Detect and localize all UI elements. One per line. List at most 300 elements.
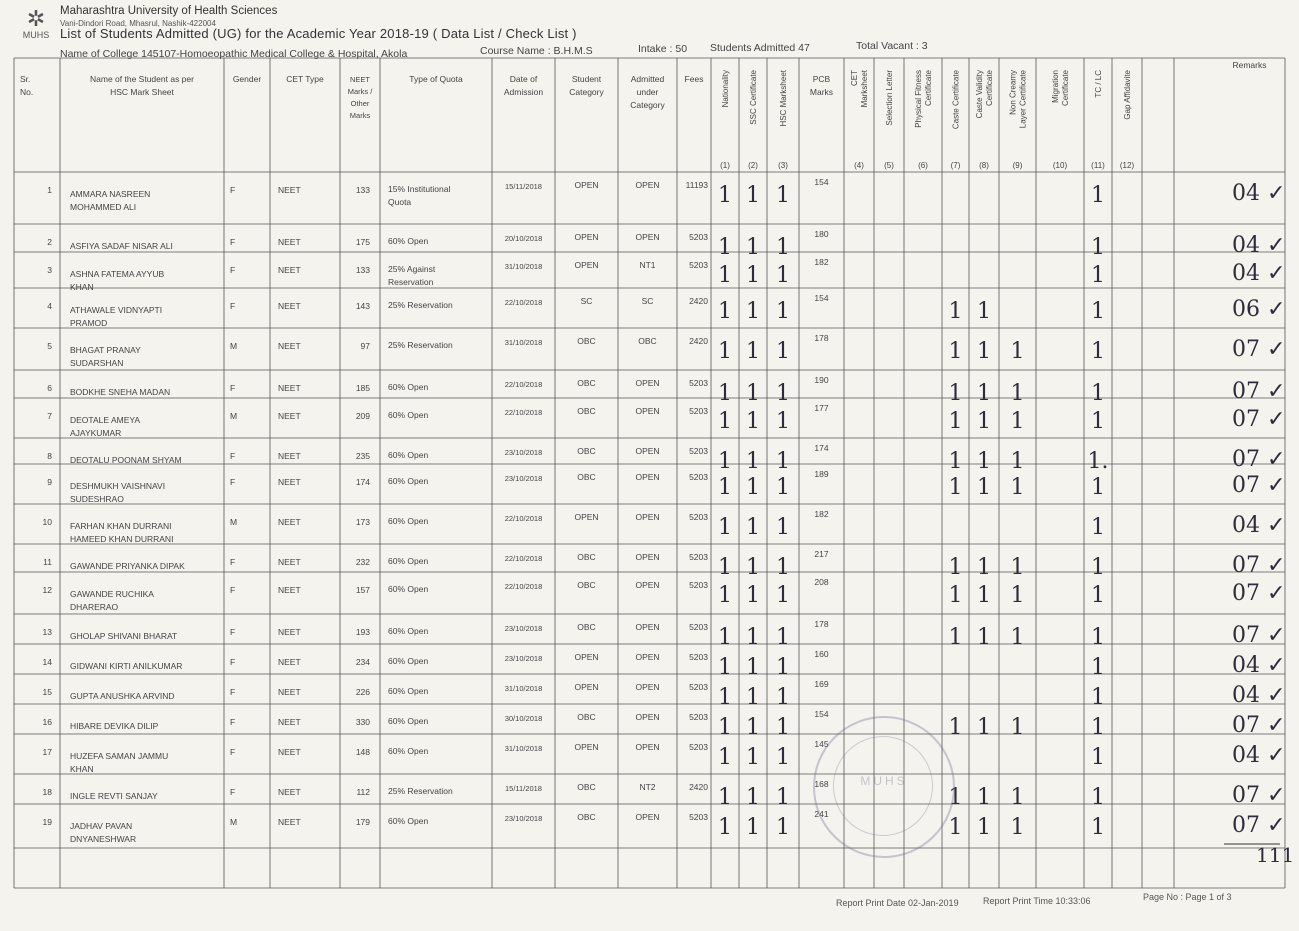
- row-pcb-marks: 208: [814, 577, 829, 587]
- header-column-number: (2): [748, 161, 758, 170]
- student-name: GAWANDE RUCHIKA: [70, 589, 154, 599]
- row-check-mark: 1: [746, 299, 760, 324]
- row-neet-marks: 185: [355, 383, 370, 393]
- row-check-mark: 1: [977, 339, 991, 364]
- header-date-admission: Admission: [503, 87, 544, 97]
- student-name: AJAYKUMAR: [70, 428, 122, 438]
- university-seal-stamp: [813, 716, 955, 858]
- row-remark-handwritten: 04 ✓: [1232, 513, 1286, 538]
- row-quota: 60% Open: [388, 236, 429, 246]
- row-quota: 60% Open: [388, 656, 429, 666]
- row-check-mark: 1: [1091, 583, 1105, 608]
- header-remarks: Remarks: [1232, 60, 1267, 70]
- row-neet-marks: 235: [355, 451, 370, 461]
- university-address: Vani-Dindori Road, Mhasrul, Nashik-422004: [60, 19, 216, 28]
- row-remark-handwritten: 04 ✓: [1232, 683, 1286, 708]
- row-remark-handwritten: 07 ✓: [1232, 473, 1286, 498]
- row-admission-date: 22/10/2018: [504, 554, 543, 563]
- row-remark-handwritten: 04 ✓: [1232, 743, 1286, 768]
- row-fees: 5203: [689, 742, 708, 752]
- row-check-mark: 1: [718, 715, 732, 740]
- row-pcb-marks: 154: [814, 177, 829, 187]
- row-check-mark: 1: [977, 583, 991, 608]
- row-remark-handwritten: 04 ✓: [1232, 653, 1286, 678]
- row-admitted-category: OPEN: [635, 682, 660, 692]
- row-admitted-category: SC: [641, 296, 654, 306]
- row-check-mark: 1: [1091, 235, 1105, 260]
- row-fees: 5203: [689, 682, 708, 692]
- row-remark-handwritten: 07 ✓: [1232, 337, 1286, 362]
- row-sr-no: 19: [42, 817, 52, 827]
- row-check-mark: 1: [1091, 409, 1105, 434]
- header-student-category: Category: [569, 87, 604, 97]
- row-cet-type: NEET: [278, 517, 301, 527]
- row-cet-type: NEET: [278, 477, 301, 487]
- row-sr-no: 3: [47, 265, 52, 275]
- row-neet-marks: 226: [355, 687, 370, 697]
- row-check-mark: 1: [718, 515, 732, 540]
- student-name: GAWANDE PRIYANKA DIPAK: [70, 561, 185, 571]
- row-student-category: OBC: [577, 336, 596, 346]
- header-gender: Gender: [232, 74, 262, 84]
- row-check-mark: 1: [776, 449, 790, 474]
- row-neet-marks: 232: [355, 557, 370, 567]
- row-sr-no: 18: [42, 787, 52, 797]
- row-check-mark: 1: [1091, 625, 1105, 650]
- row-check-mark: 1: [1091, 299, 1105, 324]
- row-gender: F: [230, 301, 236, 311]
- row-check-mark: 1: [776, 515, 790, 540]
- header-neet-marks: NEET: [349, 75, 371, 84]
- row-remark-handwritten: 07 ✓: [1232, 783, 1286, 808]
- row-quota: 60% Open: [388, 626, 429, 636]
- header-column-number: (10): [1052, 161, 1068, 170]
- row-fees: 5203: [689, 472, 708, 482]
- row-neet-marks: 133: [355, 185, 370, 195]
- header-date-admission: Date of: [509, 74, 538, 84]
- row-gender: F: [230, 687, 236, 697]
- row-check-mark: 1: [718, 655, 732, 680]
- row-gender: F: [230, 265, 236, 275]
- row-cet-type: NEET: [278, 747, 301, 757]
- student-name: INGLE REVTI SANJAY: [70, 791, 158, 801]
- row-check-mark: 1: [718, 299, 732, 324]
- row-admitted-category: OPEN: [635, 742, 660, 752]
- row-cet-type: NEET: [278, 383, 301, 393]
- student-name: KHAN: [70, 282, 94, 292]
- row-remark-handwritten: 07 ✓: [1232, 407, 1286, 432]
- row-check-mark: 1: [948, 449, 963, 474]
- row-admission-date: 15/11/2018: [505, 182, 542, 191]
- row-quota: 25% Reservation: [388, 340, 453, 350]
- header-caste-validity: Caste Validity: [975, 70, 984, 119]
- row-sr-no: 8: [47, 451, 52, 461]
- row-admission-date: 22/10/2018: [504, 514, 543, 523]
- row-student-category: OBC: [577, 552, 596, 562]
- header-student-category: Student: [571, 74, 602, 84]
- row-admission-date: 22/10/2018: [504, 408, 543, 417]
- header-column-number: (3): [778, 161, 788, 170]
- row-check-mark: 1: [718, 583, 732, 608]
- row-check-mark: 1: [1091, 685, 1105, 710]
- row-admitted-category: OPEN: [635, 232, 660, 242]
- header-ssc-certificate: SSC Certificate: [749, 70, 758, 125]
- row-check-mark: 1: [776, 263, 790, 288]
- row-check-mark: 1: [746, 625, 760, 650]
- row-gender: M: [230, 411, 238, 421]
- row-sr-no: 16: [42, 717, 52, 727]
- header-selection-letter: Selection Letter: [885, 70, 894, 126]
- row-gender: F: [230, 717, 236, 727]
- row-check-mark: 1: [776, 625, 790, 650]
- row-gender: M: [230, 341, 238, 351]
- row-gender: F: [230, 787, 236, 797]
- row-admission-date: 31/10/2018: [504, 744, 543, 753]
- row-admission-date: 23/10/2018: [504, 448, 543, 457]
- table-row: [43, 779, 1286, 810]
- header-certificate: Certificate: [985, 70, 994, 107]
- row-cet-type: NEET: [278, 341, 301, 351]
- row-check-mark: 1: [948, 299, 963, 324]
- row-check-mark: 1: [746, 715, 760, 740]
- row-quota: 60% Open: [388, 686, 429, 696]
- student-name: ASHNA FATEMA AYYUB: [70, 269, 165, 279]
- row-gender: F: [230, 747, 236, 757]
- table-row: [47, 293, 1285, 328]
- row-admitted-category: OPEN: [635, 512, 660, 522]
- row-pcb-marks: 217: [814, 549, 829, 559]
- row-pcb-marks: 177: [814, 403, 829, 413]
- table-row: [43, 509, 1286, 544]
- row-check-mark: 1: [776, 183, 790, 208]
- header-non-creamy: Non Creamy: [1008, 70, 1018, 115]
- row-check-mark: 1: [776, 583, 790, 608]
- row-check-mark: 1: [1091, 785, 1105, 810]
- row-admission-date: 31/10/2018: [504, 684, 543, 693]
- stamp-text: MUHS: [860, 774, 908, 788]
- row-check-mark: 1: [776, 475, 790, 500]
- row-neet-marks: 193: [355, 627, 370, 637]
- row-neet-marks: 143: [355, 301, 370, 311]
- row-remark-handwritten: 07 ✓: [1232, 713, 1286, 738]
- row-student-category: OBC: [577, 472, 596, 482]
- row-check-mark: 1: [948, 785, 963, 810]
- row-check-mark: 1: [948, 815, 963, 840]
- row-check-mark: 1: [1091, 381, 1105, 406]
- row-check-mark: 1: [776, 235, 790, 260]
- header-admitted-category: Category: [630, 100, 665, 110]
- table-row: [43, 577, 1286, 612]
- row-admission-date: 22/10/2018: [504, 380, 543, 389]
- row-check-mark: 1: [948, 625, 963, 650]
- row-check-mark: 1: [977, 409, 991, 434]
- row-sr-no: 2: [47, 237, 52, 247]
- row-remark-handwritten: 07 ✓: [1232, 379, 1286, 404]
- row-pcb-marks: 154: [814, 293, 829, 303]
- student-name: FARHAN KHAN DURRANI: [70, 521, 172, 531]
- row-quota: Reservation: [388, 277, 434, 287]
- row-check-mark: 1: [718, 235, 732, 260]
- row-gender: F: [230, 585, 236, 595]
- row-check-mark: 1: [1010, 583, 1025, 608]
- row-admission-date: 30/10/2018: [504, 714, 543, 723]
- row-pcb-marks: 154: [814, 709, 829, 719]
- header-column-number: (11): [1091, 161, 1105, 170]
- row-student-category: OPEN: [574, 232, 599, 242]
- row-neet-marks: 148: [355, 747, 370, 757]
- student-name: SUDESHRAO: [70, 494, 124, 504]
- row-check-mark: 1: [1091, 815, 1105, 840]
- header-neet-marks: Other: [350, 99, 370, 108]
- row-remark-handwritten: 07 ✓: [1232, 623, 1286, 648]
- row-check-mark: 1: [1010, 625, 1025, 650]
- row-pcb-marks: 169: [814, 679, 829, 689]
- row-check-mark: 1: [746, 583, 760, 608]
- row-fees: 5203: [689, 446, 708, 456]
- row-sr-no: 1: [47, 185, 52, 195]
- row-check-mark: 1: [948, 475, 963, 500]
- row-sr-no: 10: [42, 517, 52, 527]
- student-name: GIDWANI KIRTI ANILKUMAR: [70, 661, 183, 671]
- row-cet-type: NEET: [278, 717, 301, 727]
- row-quota: 60% Open: [388, 450, 429, 460]
- row-quota: 15% Institutional: [388, 184, 451, 194]
- row-check-mark: 1: [977, 381, 991, 406]
- row-check-mark: 1: [776, 299, 790, 324]
- row-check-mark: 1: [977, 785, 991, 810]
- row-fees: 5203: [689, 260, 708, 270]
- student-name: DNYANESHWAR: [70, 834, 137, 844]
- row-fees: 5203: [689, 406, 708, 416]
- row-pcb-marks: 174: [814, 443, 829, 453]
- table-row: [43, 709, 1286, 740]
- row-check-mark: 1.: [1087, 449, 1109, 474]
- row-admission-date: 15/11/2018: [505, 784, 542, 793]
- row-admission-date: 23/10/2018: [504, 474, 543, 483]
- header-pcb-marks: PCB: [812, 74, 831, 84]
- report-print-time: Report Print Time 10:33:06: [983, 896, 1091, 906]
- row-sr-no: 15: [42, 687, 52, 697]
- row-pcb-marks: 182: [814, 509, 829, 519]
- row-cet-type: NEET: [278, 301, 301, 311]
- row-student-category: OPEN: [574, 742, 599, 752]
- table-row: [43, 649, 1286, 680]
- row-admission-date: 22/10/2018: [504, 582, 543, 591]
- row-student-category: OBC: [577, 446, 596, 456]
- header-column-number: (1): [720, 161, 730, 170]
- row-remark-handwritten: 04 ✓: [1232, 233, 1286, 258]
- row-sr-no: 14: [42, 657, 52, 667]
- student-name: HAMEED KHAN DURRANI: [70, 534, 174, 544]
- row-student-category: OBC: [577, 406, 596, 416]
- row-sr-no: 17: [42, 747, 52, 757]
- student-name: DHARERAO: [70, 602, 119, 612]
- student-name: KHAN: [70, 764, 94, 774]
- row-fees: 5203: [689, 812, 708, 822]
- row-student-category: OPEN: [574, 682, 599, 692]
- row-quota: 60% Open: [388, 382, 429, 392]
- table-row: [43, 549, 1285, 580]
- row-student-category: OBC: [577, 378, 596, 388]
- header-sr: No.: [20, 87, 34, 97]
- row-fees: 5203: [689, 512, 708, 522]
- row-check-mark: 1: [1010, 409, 1025, 434]
- row-student-category: OBC: [577, 580, 596, 590]
- intake-count: Intake : 50: [638, 43, 688, 55]
- row-fees: 2420: [689, 336, 708, 346]
- row-check-mark: 1: [776, 409, 790, 434]
- row-admission-date: 23/10/2018: [504, 654, 543, 663]
- row-check-mark: 1: [718, 685, 732, 710]
- row-quota: 60% Open: [388, 746, 429, 756]
- table-row: [47, 229, 1285, 260]
- row-check-mark: 1: [1091, 263, 1105, 288]
- row-neet-marks: 179: [355, 817, 370, 827]
- row-check-mark: 1: [746, 183, 760, 208]
- row-gender: F: [230, 383, 236, 393]
- row-gender: F: [230, 237, 236, 247]
- row-check-mark: 1: [948, 555, 963, 580]
- row-neet-marks: 175: [355, 237, 370, 247]
- row-check-mark: 1: [1010, 339, 1025, 364]
- row-check-mark: 1: [746, 409, 760, 434]
- row-admitted-category: OPEN: [635, 378, 660, 388]
- row-cet-type: NEET: [278, 585, 301, 595]
- row-cet-type: NEET: [278, 787, 301, 797]
- header-tc-lc: TC / LC: [1094, 70, 1103, 98]
- header-marksheet: Marksheet: [860, 70, 869, 108]
- row-gender: F: [230, 657, 236, 667]
- row-student-category: OPEN: [574, 652, 599, 662]
- row-check-mark: 1: [776, 685, 790, 710]
- page-number: Page No : Page 1 of 3: [1143, 892, 1232, 902]
- row-check-mark: 1: [948, 583, 963, 608]
- logo-text: MUHS: [22, 30, 50, 40]
- row-neet-marks: 209: [355, 411, 370, 421]
- row-remark-handwritten: 07 ✓: [1232, 553, 1286, 578]
- row-admission-date: 20/10/2018: [504, 234, 543, 243]
- table-row: [47, 403, 1285, 438]
- row-check-mark: 1: [746, 263, 760, 288]
- row-admission-date: 31/10/2018: [504, 338, 543, 347]
- row-admitted-category: OPEN: [635, 812, 660, 822]
- header-column-number: (9): [1012, 161, 1023, 170]
- row-check-mark: 1: [1091, 745, 1105, 770]
- row-admitted-category: OPEN: [635, 552, 660, 562]
- row-sr-no: 7: [47, 411, 52, 421]
- row-check-mark: 1: [776, 785, 790, 810]
- row-check-mark: 1: [977, 625, 991, 650]
- row-gender: M: [230, 817, 238, 827]
- row-admitted-category: OPEN: [635, 406, 660, 416]
- row-remark-handwritten: 04 ✓: [1232, 261, 1286, 286]
- student-name: DEOTALE AMEYA: [70, 415, 141, 425]
- row-pcb-marks: 182: [814, 257, 829, 267]
- row-check-mark: 1: [718, 339, 732, 364]
- header-admitted-category: Admitted: [630, 74, 665, 84]
- row-sr-no: 11: [43, 557, 52, 567]
- row-admitted-category: OPEN: [635, 472, 660, 482]
- row-neet-marks: 234: [355, 657, 370, 667]
- row-check-mark: 1: [718, 815, 732, 840]
- row-cet-type: NEET: [278, 687, 301, 697]
- row-admitted-category: OPEN: [635, 712, 660, 722]
- row-neet-marks: 173: [355, 517, 370, 527]
- row-admission-date: 31/10/2018: [504, 262, 543, 271]
- row-quota: 60% Open: [388, 476, 429, 486]
- header-column-number: (8): [979, 161, 989, 170]
- logo-emblem-icon: ✲: [26, 6, 46, 31]
- row-check-mark: 1: [718, 745, 732, 770]
- table-row: [47, 177, 1285, 212]
- student-name: BHAGAT PRANAY: [70, 345, 141, 355]
- row-gender: M: [230, 517, 238, 527]
- row-sr-no: 5: [47, 341, 52, 351]
- row-fees: 5203: [689, 622, 708, 632]
- row-check-mark: 1: [1010, 785, 1025, 810]
- row-check-mark: 1: [1010, 555, 1025, 580]
- row-sr-no: 4: [47, 301, 52, 311]
- row-pcb-marks: 241: [814, 809, 829, 819]
- college-name: Name of College 145107-Homoeopathic Medical College & Hospital, Akola: [60, 48, 408, 60]
- university-name: Maharashtra University of Health Sciences: [60, 5, 278, 17]
- header-hsc-marksheet: HSC Marksheet: [779, 70, 788, 127]
- row-admitted-category: NT1: [639, 260, 656, 270]
- row-check-mark: 1: [977, 449, 991, 474]
- header-column-number: (6): [918, 161, 928, 170]
- student-name: ASFIYA SADAF NISAR ALI: [70, 241, 173, 251]
- row-check-mark: 1: [1010, 381, 1025, 406]
- header-certificate: Certificate: [924, 70, 933, 107]
- row-student-category: OBC: [577, 812, 596, 822]
- report-print-date: Report Print Date 02-Jan-2019: [836, 898, 959, 908]
- university-logo: [18, 8, 54, 48]
- row-check-mark: 1: [776, 555, 790, 580]
- row-cet-type: NEET: [278, 237, 301, 247]
- row-check-mark: 1: [948, 409, 963, 434]
- header-name: Name of the Student as per: [90, 74, 194, 84]
- row-sr-no: 6: [47, 383, 52, 393]
- row-check-mark: 1: [1091, 183, 1105, 208]
- row-check-mark: 1: [746, 381, 760, 406]
- header-column-number: (4): [854, 161, 864, 170]
- row-check-mark: 1: [718, 785, 732, 810]
- row-admitted-category: OPEN: [635, 580, 660, 590]
- row-check-mark: 1: [1091, 655, 1105, 680]
- row-check-mark: 1: [1091, 339, 1105, 364]
- student-name: BODKHE SNEHA MADAN: [70, 387, 171, 397]
- row-neet-marks: 133: [355, 265, 370, 275]
- list-title: List of Students Admitted (UG) for the Academic Year 2018-19 ( Data List / Check List ): [60, 26, 577, 41]
- row-quota: Quota: [388, 197, 412, 207]
- row-check-mark: 1: [977, 815, 991, 840]
- header-neet-marks: Marks: [349, 111, 371, 120]
- row-check-mark: 1: [1091, 555, 1105, 580]
- row-check-mark: 1: [718, 381, 732, 406]
- row-gender: F: [230, 627, 236, 637]
- row-check-mark: 1: [776, 745, 790, 770]
- row-check-mark: 1: [746, 655, 760, 680]
- row-check-mark: 1: [1010, 475, 1025, 500]
- table-row: [43, 809, 1286, 844]
- student-name: DEOTALU POONAM SHYAM: [70, 455, 182, 465]
- row-check-mark: 1: [977, 475, 991, 500]
- row-gender: F: [230, 477, 236, 487]
- student-name: JADHAV PAVAN: [70, 821, 133, 831]
- header-neet-marks: Marks /: [347, 87, 373, 96]
- row-fees: 5203: [689, 580, 708, 590]
- row-fees: 2420: [689, 782, 708, 792]
